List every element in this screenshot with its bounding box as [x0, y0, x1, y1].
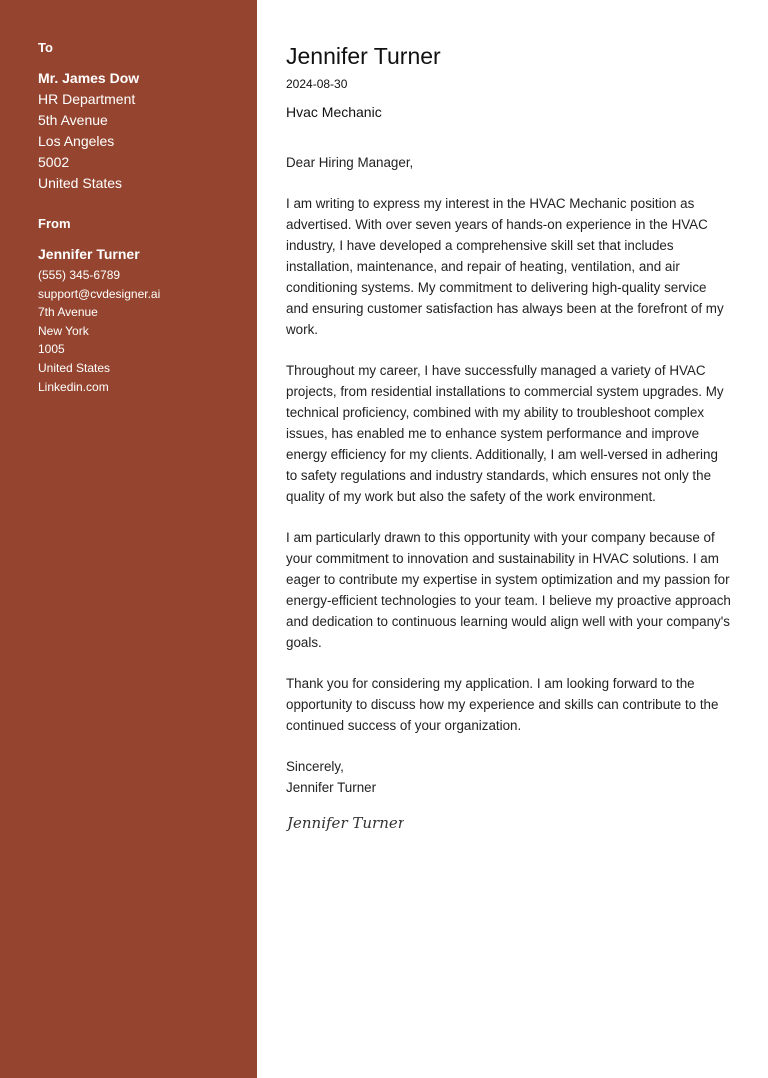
- closing-phrase: Sincerely,: [286, 759, 344, 774]
- recipient-city: Los Angeles: [38, 133, 115, 149]
- sender-block: [38, 216, 257, 396]
- sender-linkedin: Linkedin.com: [38, 379, 109, 394]
- sender-street: 7th Avenue: [38, 305, 98, 320]
- recipient-country: United States: [38, 175, 123, 191]
- sender-email: support@cvdesigner.ai: [38, 286, 161, 301]
- sender-country: United States: [38, 360, 111, 375]
- sender-phone: (555) 345-6789: [38, 268, 121, 282]
- letter-sender-name: Jennifer Turner: [286, 43, 441, 69]
- sender-name-sidebar: Jennifer Turner: [38, 246, 140, 262]
- recipient-street: 5th Avenue: [38, 112, 108, 128]
- sender-postal: 1005: [38, 342, 65, 357]
- sidebar: [0, 0, 257, 1078]
- closing-block: [286, 756, 732, 798]
- letter-body: [257, 0, 768, 1078]
- paragraph-3: I am particularly drawn to this opportunity with your company because of your commitment to innovation and sustainability in HVAC solutions. I am eager to contribute my expertise in system optimization and my passion for energy-efficient technologies to your team. I believe my proactive approach and dedication to continuous learning would align well with your company's goals.: [286, 530, 731, 650]
- greeting: Dear Hiring Manager,: [286, 155, 414, 170]
- recipient-name: Mr. James Dow: [38, 70, 140, 86]
- sender-city: New York: [38, 323, 89, 338]
- signature-text: Jennifer Turner: [287, 814, 404, 832]
- recipient-department: HR Department: [38, 91, 136, 107]
- paragraph-1: I am writing to express my interest in the HVAC Mechanic position as advertised. With over seven years of hands-on experience in the HVAC industry, I have developed a comprehensive skill set that includes installation, maintenance, and repair of heating, ventilation, and air conditioning systems. My commitment to delivering high-quality service and ensuring customer satisfaction has always been at the forefront of my work.: [286, 196, 724, 337]
- to-label: To: [38, 40, 53, 55]
- letter-date: 2024-08-30: [286, 77, 348, 91]
- job-title: Hvac Mechanic: [286, 104, 382, 120]
- paragraph-4: Thank you for considering my application. I am looking forward to the opportunity to discuss how my experience and skills can contribute to the continued success of your organization.: [286, 676, 719, 733]
- handwritten-signature: [286, 810, 404, 834]
- from-label: From: [38, 216, 71, 231]
- recipient-postal: 5002: [38, 154, 70, 170]
- recipient-block: [38, 40, 257, 194]
- closing-name: Jennifer Turner: [286, 780, 377, 795]
- paragraph-2: Throughout my career, I have successfully managed a variety of HVAC projects, from residential installations to commercial system upgrades. My technical proficiency, combined with my ability to troubleshoot complex issues, has enabled me to enhance system performance and improve energy efficiency for my clients. Additionally, I am well-versed in adhering to safety regulations and industry standards, which ensures not only the quality of my work but also the safety of the work environment.: [286, 363, 724, 504]
